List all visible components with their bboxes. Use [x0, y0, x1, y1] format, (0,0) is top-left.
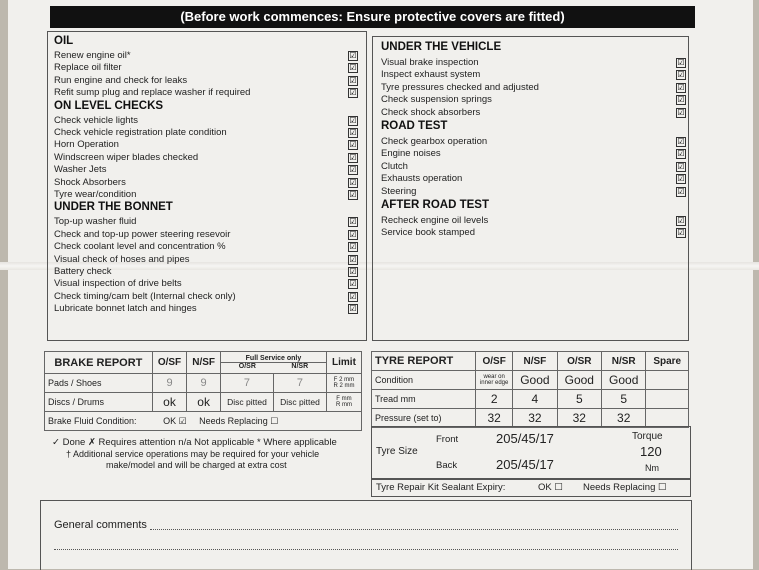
- tyre-report-table: [371, 351, 689, 428]
- tread-nsf: 4: [513, 390, 557, 409]
- left-section-title: OIL: [54, 35, 74, 47]
- pads-label: Pads / Shoes: [45, 374, 153, 393]
- left-section-title: ON LEVEL CHECKS: [54, 99, 164, 112]
- brake-nsf-header: N/SF: [187, 352, 221, 374]
- brake-fluid-ok[interactable]: OK ☑: [163, 415, 187, 426]
- left-checklist-item: Top-up washer fluid: [54, 216, 137, 228]
- left-checklist-item: Horn Operation: [54, 139, 119, 151]
- tick-checkbox[interactable]: ☑: [677, 161, 685, 171]
- right-checklist-item: Inspect exhaust system: [381, 69, 481, 81]
- discs-osf: ok: [152, 393, 186, 412]
- left-checklist-item: Shock Absorbers: [54, 176, 126, 188]
- condition-spare: [646, 371, 689, 390]
- left-checklist-item: Tyre wear/condition: [54, 189, 137, 200]
- torque-unit: Nm: [645, 463, 659, 473]
- tyre-col-osr: O/SR: [557, 352, 601, 371]
- brake-limit-header: Limit: [326, 352, 361, 374]
- discs-limit: [326, 393, 361, 412]
- discs-osr: Disc pitted: [221, 393, 274, 412]
- right-checklist-item: Clutch: [381, 160, 408, 172]
- pads-osr: 7: [221, 374, 274, 393]
- pads-nsr: 7: [273, 374, 326, 393]
- discs-label: Discs / Drums: [45, 393, 153, 412]
- comments-line-1[interactable]: [150, 528, 678, 530]
- tick-checkbox[interactable]: ☑: [677, 95, 685, 105]
- left-checklist-item: Renew engine oil*: [54, 50, 131, 61]
- pads-limit-rear: R 2 mm: [333, 383, 355, 389]
- tick-checkbox[interactable]: ☑: [677, 82, 685, 92]
- brake-osr-header: O/SR: [238, 363, 256, 370]
- front-label: Front: [436, 434, 459, 445]
- tick-checkbox[interactable]: ☑: [677, 228, 685, 238]
- tread-spare: [646, 390, 689, 409]
- tick-checkbox[interactable]: ☑: [677, 58, 685, 67]
- torque-value: 120: [640, 444, 662, 459]
- tick-checkbox[interactable]: ☑: [677, 137, 685, 146]
- pads-limit: [326, 374, 361, 393]
- left-checklist-item: Windscreen wiper blades checked: [54, 151, 199, 163]
- tick-checkbox[interactable]: ☑: [349, 88, 357, 98]
- tyre-col-nsf: N/SF: [513, 352, 557, 371]
- condition-nsr: Good: [602, 371, 646, 390]
- discs-nsf: ok: [187, 393, 221, 412]
- left-checklist-item: Washer Jets: [54, 164, 107, 176]
- tyre-col-osf: O/SF: [476, 352, 513, 371]
- right-checklist-item: Recheck engine oil levels: [381, 215, 489, 226]
- comments-box: [40, 500, 692, 570]
- right-checklist-item: Check shock absorbers: [381, 106, 481, 118]
- tick-checkbox[interactable]: ☑: [349, 140, 357, 150]
- right-checklist-item: Exhausts operation: [381, 173, 463, 185]
- tick-checkbox[interactable]: ☑: [349, 279, 357, 289]
- tick-checkbox[interactable]: ☑: [349, 128, 357, 137]
- brake-title: BRAKE REPORT: [45, 352, 153, 374]
- tick-checkbox[interactable]: ☑: [349, 229, 357, 239]
- front-size: 205/45/17: [496, 431, 554, 446]
- brake-fluid-label: Brake Fluid Condition:: [48, 415, 137, 426]
- discs-limit-rear: R mm: [335, 402, 352, 408]
- tick-checkbox[interactable]: ☑: [677, 149, 685, 159]
- right-section-title: ROAD TEST: [381, 120, 448, 132]
- tick-checkbox[interactable]: ☑: [677, 186, 685, 196]
- left-checklist-item: Check vehicle lights: [54, 114, 138, 126]
- tick-checkbox[interactable]: ☑: [349, 115, 357, 125]
- tick-checkbox[interactable]: ☑: [677, 70, 685, 80]
- tick-checkbox[interactable]: ☑: [677, 174, 685, 184]
- tick-checkbox[interactable]: ☑: [349, 242, 357, 252]
- left-checklist-item: Visual check of hoses and pipes: [54, 253, 190, 265]
- back-size: 205/45/17: [496, 457, 554, 472]
- tick-checkbox[interactable]: ☑: [349, 304, 357, 314]
- sealant-replace[interactable]: Needs Replacing ☐: [583, 482, 667, 493]
- tick-checkbox[interactable]: ☑: [349, 75, 357, 85]
- discs-limit-front: F mm: [336, 396, 352, 402]
- tick-checkbox[interactable]: ☑: [349, 267, 357, 276]
- pressure-nsr: 32: [602, 409, 646, 428]
- tick-checkbox[interactable]: ☑: [349, 190, 357, 199]
- tick-checkbox[interactable]: ☑: [349, 177, 357, 187]
- right-checklist-item: Check gearbox operation: [381, 136, 488, 147]
- pressure-osr: 32: [557, 409, 601, 428]
- right-section-title: UNDER THE VEHICLE: [381, 41, 502, 53]
- tick-checkbox[interactable]: ☑: [349, 291, 357, 301]
- pressure-spare: [646, 409, 689, 428]
- tread-label: Tread mm: [372, 390, 476, 409]
- left-checklist-item: Check timing/cam belt (Internal check only): [54, 290, 236, 302]
- comments-label: General comments: [54, 519, 147, 531]
- brake-report-table: [44, 351, 362, 431]
- tread-osr: 5: [557, 390, 601, 409]
- right-checklist-item: Tyre pressures checked and adjusted: [381, 81, 539, 93]
- brake-full-service: [221, 352, 327, 374]
- legend-line3: make/model and will be charged at extra cost: [106, 460, 287, 470]
- legend-line2: † Additional service operations may be required for your vehicle: [66, 449, 320, 459]
- brake-osf-header: O/SF: [152, 352, 186, 374]
- left-checklist-item: Check and top-up power steering resevoir: [54, 228, 231, 240]
- right-section-title: AFTER ROAD TEST: [381, 199, 489, 211]
- tread-nsr: 5: [602, 390, 646, 409]
- tyre-title: TYRE REPORT: [372, 352, 476, 371]
- back-label: Back: [436, 460, 458, 471]
- right-checklist-item: Service book stamped: [381, 227, 475, 239]
- tyre-size-label: Tyre Size: [376, 446, 418, 457]
- full-service-label: Full Service only: [245, 355, 302, 362]
- torque-label: Torque: [632, 431, 663, 442]
- tick-checkbox[interactable]: ☑: [677, 107, 685, 117]
- left-checklist-item: Battery check: [54, 266, 112, 277]
- banner: (Before work commences: Ensure protective covers are fitted): [50, 6, 695, 28]
- tick-checkbox[interactable]: ☑: [349, 217, 357, 227]
- right-checklist-item: Visual brake inspection: [381, 57, 479, 68]
- tyre-col-nsr: N/SR: [602, 352, 646, 371]
- left-checklist-item: Replace oil filter: [54, 62, 122, 74]
- pressure-osf: 32: [476, 409, 513, 428]
- tick-checkbox[interactable]: ☑: [349, 152, 357, 162]
- left-checklist-item: Check vehicle registration plate condition: [54, 127, 227, 138]
- brake-fluid-row: [45, 412, 362, 431]
- left-checklist-item: Visual inspection of drive belts: [54, 278, 182, 290]
- right-checklist-item: Check suspension springs: [381, 94, 492, 106]
- left-checklist-item: Run engine and check for leaks: [54, 74, 188, 86]
- tick-checkbox[interactable]: ☑: [349, 63, 357, 73]
- condition-osf: wear on inner edge: [476, 371, 513, 390]
- tick-checkbox[interactable]: ☑: [349, 254, 357, 264]
- discs-nsr: Disc pitted: [273, 393, 326, 412]
- tread-osf: 2: [476, 390, 513, 409]
- tick-checkbox[interactable]: ☑: [677, 216, 685, 225]
- sealant-ok[interactable]: OK ☐: [538, 482, 563, 493]
- pads-nsf: 9: [187, 374, 221, 393]
- condition-nsf: Good: [513, 371, 557, 390]
- comments-line-2[interactable]: [54, 548, 678, 550]
- pads-limit-front: F 2 mm: [333, 377, 355, 383]
- right-checklist-item: Engine noises: [381, 148, 441, 160]
- left-checklist-item: Lubricate bonnet latch and hinges: [54, 303, 197, 315]
- condition-osr: Good: [557, 371, 601, 390]
- pressure-nsf: 32: [513, 409, 557, 428]
- brake-nsr-header: N/SR: [291, 363, 309, 370]
- sealant-label: Tyre Repair Kit Sealant Expiry:: [376, 482, 506, 493]
- left-checklist-item: Check coolant level and concentration %: [54, 241, 226, 253]
- left-checklist-item: Refit sump plug and replace washer if required: [54, 87, 251, 99]
- brake-fluid-replace[interactable]: Needs Replacing ☐: [199, 415, 279, 426]
- legend-line1: ✓ Done ✗ Requires attention n/a Not applicable * Where applicable: [52, 437, 337, 448]
- pressure-label: Pressure (set to): [372, 409, 476, 428]
- tick-checkbox[interactable]: ☑: [349, 165, 357, 175]
- pads-osf: 9: [152, 374, 186, 393]
- left-section-title: UNDER THE BONNET: [54, 201, 173, 214]
- right-checklist-item: Steering: [381, 185, 417, 197]
- tyre-col-spare: Spare: [646, 352, 689, 371]
- tick-checkbox[interactable]: ☑: [349, 51, 357, 60]
- condition-label: Condition: [372, 371, 476, 390]
